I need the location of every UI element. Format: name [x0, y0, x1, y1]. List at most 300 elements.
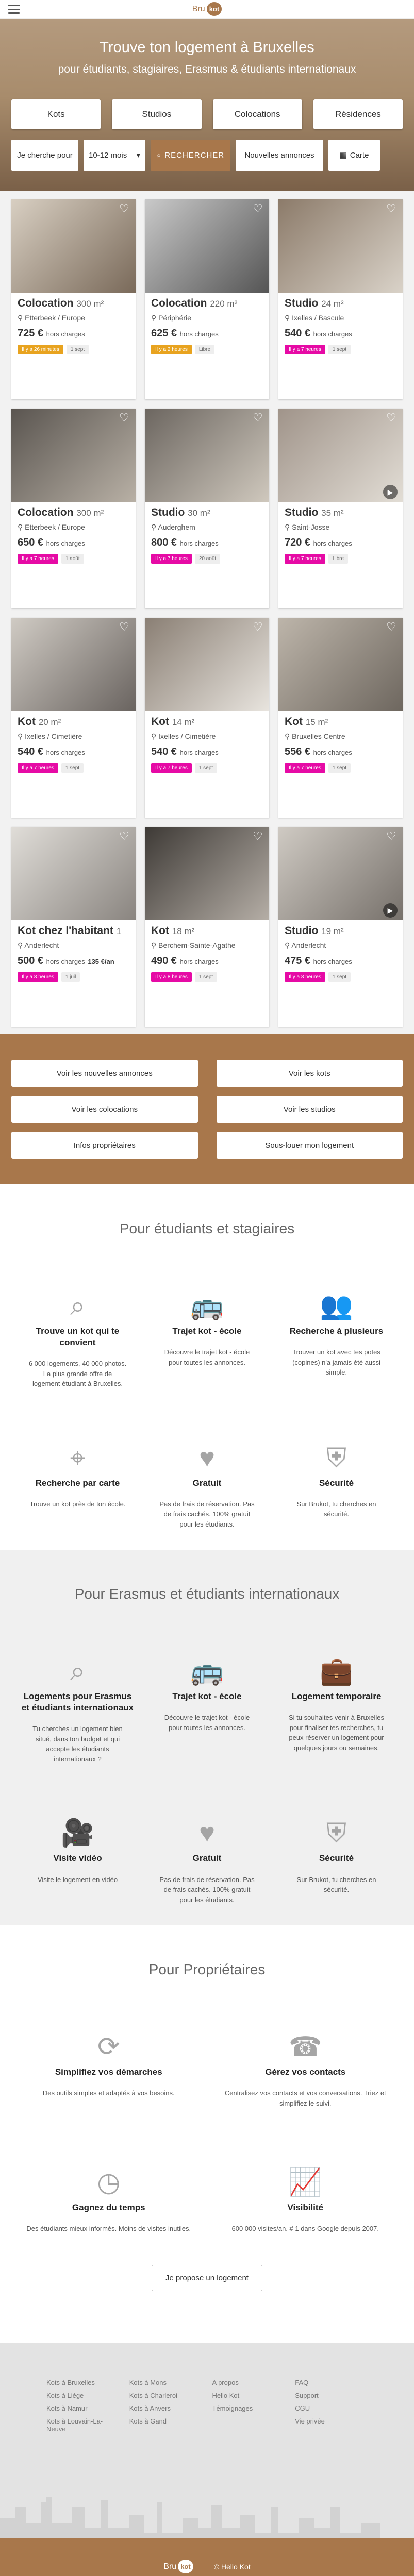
location-pin-icon: ⚲	[285, 314, 290, 322]
listing-tag: 1 sept	[195, 763, 217, 773]
search-label: Je cherche pour	[11, 140, 78, 171]
location-text: Auderghem	[158, 523, 195, 531]
favorite-heart-icon[interactable]: ♡	[253, 411, 263, 424]
price-charges: hors charges	[313, 539, 352, 547]
footer-links	[46, 2379, 368, 2438]
location-text: Etterbeek / Europe	[25, 523, 85, 531]
listing-type: Kot chez l'habitant	[18, 925, 113, 937]
listing-photo[interactable]	[11, 618, 136, 711]
listing-photo[interactable]	[278, 409, 403, 502]
listing-location	[18, 941, 129, 950]
feature-icon: 👥	[320, 1291, 353, 1321]
menu-icon[interactable]	[8, 5, 20, 14]
logo-right: kot	[207, 2, 222, 16]
students-title: Pour étudiants et stagiaires	[119, 1221, 295, 1236]
location-pin-icon: ⚲	[151, 732, 157, 740]
listing-title	[285, 925, 396, 937]
footer-column	[295, 2379, 368, 2438]
feature-icon: ☎	[288, 2032, 322, 2062]
favorite-heart-icon[interactable]: ♡	[253, 620, 263, 633]
link-kots[interactable]: Voir les kots	[217, 1060, 403, 1087]
listing-location	[285, 732, 396, 741]
link-owners-info[interactable]: Infos propriétaires	[11, 1132, 198, 1159]
feature-icon: 🎥	[61, 1818, 94, 1849]
footer-link[interactable]: FAQ	[295, 2378, 309, 2386]
feature-icon: ♥	[199, 1818, 215, 1849]
price-charges: hors charges	[313, 330, 352, 338]
feature-icon: 🚌	[190, 1656, 224, 1687]
listing-type: Studio	[285, 925, 319, 937]
listing-size: 30 m²	[188, 508, 210, 518]
feature-item	[279, 1430, 393, 1530]
feature-heading: Recherche à plusieurs	[289, 1326, 384, 1336]
feature-text: Découvre le trajet kot - école pour toutes les annonces.	[164, 1714, 250, 1732]
price-charges: hors charges	[46, 958, 85, 965]
listing-tag: Il y a 7 heures	[285, 345, 325, 354]
feature-text: 600 000 visites/an. # 1 dans Google depuis 2007.	[231, 2225, 379, 2233]
listing-title	[151, 506, 263, 519]
location-pin-icon: ⚲	[18, 941, 23, 950]
location-text: Périphérie	[158, 314, 191, 322]
feature-icon: 💼	[320, 1656, 353, 1687]
footer-link[interactable]: Kots à Louvain-La-Neuve	[46, 2417, 103, 2433]
listing-tag: 1 sept	[61, 763, 84, 773]
video-icon: ▶	[383, 903, 398, 918]
location-pin-icon: ⚲	[151, 314, 157, 322]
category-kots[interactable]: Kots	[11, 99, 101, 129]
listing-tag: 20 août	[195, 554, 220, 564]
listing-price	[151, 537, 263, 549]
listing-price	[18, 746, 129, 758]
category-studios[interactable]: Studios	[112, 99, 201, 129]
location-text: Bruxelles Centre	[292, 732, 345, 740]
hero	[0, 19, 414, 191]
price-charges: hors charges	[313, 958, 352, 965]
students-section	[0, 1184, 414, 1550]
listing-tag: Il y a 7 heures	[18, 554, 58, 564]
link-sublet[interactable]: Sous-louer mon logement	[217, 1132, 403, 1159]
footer-link[interactable]: Témoignages	[212, 2404, 253, 2412]
price-value: 475 €	[285, 955, 311, 967]
listing-card[interactable]	[145, 409, 269, 608]
feature-item	[218, 2019, 394, 2108]
favorite-heart-icon[interactable]: ♡	[386, 411, 396, 424]
search-row	[0, 140, 414, 171]
feature-text: Trouver un kot avec tes potes (copines) n'a jamais été aussi simple.	[292, 1348, 380, 1377]
listing-type: Studio	[151, 506, 185, 518]
feature-item	[279, 1805, 393, 1905]
feature-text: Tu cherches un logement bien situé, dans ton budget et qui accepte les étudiants internationaux ?	[32, 1725, 123, 1763]
listing-price	[151, 955, 263, 967]
feature-text: 6 000 logements, 40 000 photos. La plus grande offre de logement étudiant à Bruxelles.	[28, 1360, 127, 1388]
feature-item	[21, 1430, 135, 1530]
link-studios[interactable]: Voir les studios	[217, 1096, 403, 1123]
quick-links	[0, 1034, 414, 1184]
listing-tag: 1 août	[61, 554, 84, 564]
listing-tag: Il y a 7 heures	[151, 763, 192, 773]
listing-photo[interactable]	[11, 827, 136, 920]
link-new-listings[interactable]: Voir les nouvelles annonces	[11, 1060, 198, 1087]
owners-features	[21, 2019, 393, 2234]
new-listings-button[interactable]: Nouvelles annonces	[236, 140, 323, 171]
listing-size: 35 m²	[321, 508, 344, 518]
feature-item	[279, 1643, 393, 1764]
feature-text: Des outils simples et adaptés à vos besoins.	[42, 2089, 175, 2097]
logo[interactable]	[192, 2, 222, 16]
search-icon: ⌕	[156, 150, 162, 160]
hero-title: Trouve ton logement à Bruxelles	[100, 39, 314, 56]
feature-heading: Logements pour Erasmus et étudiants internationaux	[21, 1691, 134, 1713]
listing-tag: 1 sept	[328, 972, 351, 982]
listing-location	[18, 314, 129, 323]
duration-select[interactable]	[84, 140, 145, 171]
erasmus-title: Pour Erasmus et étudiants internationaux	[74, 1586, 340, 1602]
propose-listing-button[interactable]: Je propose un logement	[152, 2265, 262, 2291]
footer-link[interactable]: A propos	[212, 2378, 239, 2386]
listing-price	[18, 955, 129, 967]
footer-link[interactable]: Kots à Liège	[46, 2391, 84, 2399]
feature-item	[21, 1805, 135, 1905]
listing-size: 19 m²	[321, 926, 344, 936]
listing-size: 220 m²	[210, 299, 238, 309]
listing-photo[interactable]	[278, 199, 403, 293]
location-pin-icon: ⚲	[285, 523, 290, 531]
price-charges: hors charges	[179, 749, 219, 756]
feature-heading: Gratuit	[192, 1478, 222, 1488]
feature-item	[21, 1278, 135, 1389]
feature-item	[279, 1278, 393, 1389]
favorite-heart-icon[interactable]: ♡	[253, 202, 263, 215]
listing-price	[18, 537, 129, 549]
footer-link[interactable]: Kots à Bruxelles	[46, 2378, 95, 2386]
feature-icon: ⌖	[70, 1443, 86, 1473]
location-pin-icon: ⚲	[151, 523, 157, 531]
favorite-heart-icon[interactable]: ♡	[253, 829, 263, 842]
listing-card[interactable]	[145, 618, 269, 818]
price-charges: hors charges	[179, 539, 219, 547]
listing-tag: Il y a 7 heures	[285, 763, 325, 773]
feature-heading: Gérez vos contacts	[265, 2067, 346, 2077]
feature-icon: ⌕	[70, 1656, 86, 1687]
feature-heading: Logement temporaire	[291, 1691, 382, 1702]
footer-link[interactable]: Kots à Charleroi	[129, 2391, 177, 2399]
location-text: Ixelles / Bascule	[292, 314, 344, 322]
footer-column	[46, 2379, 119, 2438]
price-value: 540 €	[285, 328, 311, 339]
price-charges: hors charges	[46, 539, 85, 547]
listing-tag: Il y a 7 heures	[285, 554, 325, 564]
feature-item	[150, 1805, 264, 1905]
listing-price	[285, 955, 396, 967]
listing-price	[285, 328, 396, 340]
location-pin-icon: ⚲	[18, 314, 23, 322]
listing-title	[151, 297, 263, 310]
feature-icon: 📈	[288, 2167, 322, 2198]
owners-title: Pour Propriétaires	[148, 1961, 266, 1978]
listing-title	[285, 716, 396, 728]
footer-link[interactable]: Hello Kot	[212, 2391, 240, 2399]
listing-location	[151, 941, 263, 950]
listing-card[interactable]	[278, 199, 403, 399]
footer-link[interactable]: Kots à Mons	[129, 2378, 167, 2386]
listing-size: 1	[116, 926, 122, 936]
footer-column	[129, 2379, 202, 2438]
students-features	[21, 1278, 393, 1529]
map-button-label: Carte	[350, 150, 369, 160]
location-text: Ixelles / Cimetière	[25, 732, 82, 740]
price-charges: hors charges	[179, 958, 219, 965]
footer-link[interactable]: Kots à Anvers	[129, 2404, 171, 2412]
listing-card[interactable]	[11, 827, 136, 1027]
listing-price	[151, 746, 263, 758]
listing-tag: Il y a 2 heures	[151, 345, 192, 354]
location-text: Anderlecht	[24, 941, 59, 950]
listing-photo[interactable]	[11, 409, 136, 502]
listing-type: Colocation	[18, 506, 74, 518]
favorite-heart-icon[interactable]: ♡	[386, 620, 396, 633]
favorite-heart-icon[interactable]: ♡	[119, 411, 129, 424]
category-colocations[interactable]: Colocations	[213, 99, 302, 129]
feature-text: Centralisez vos contacts et vos conversations. Triez et simplifiez le suivi.	[224, 2089, 386, 2107]
listing-price	[151, 328, 263, 340]
listing-size: 24 m²	[321, 299, 344, 309]
feature-icon: ⛨	[326, 1443, 346, 1473]
copyright: © Hello Kot	[213, 2562, 251, 2571]
feature-heading: Recherche par carte	[35, 1478, 120, 1488]
category-buttons	[0, 99, 414, 129]
top-bar	[0, 0, 414, 19]
footer-link[interactable]: Vie privée	[295, 2417, 325, 2425]
listing-tag: Il y a 8 heures	[18, 972, 58, 982]
feature-icon: ⟳	[97, 2032, 120, 2062]
listing-tag: Il y a 8 heures	[151, 972, 192, 982]
hero-subtitle: pour étudiants, stagiaires, Erasmus & étudiants internationaux	[58, 63, 356, 75]
listing-tag: 1 sept	[328, 763, 351, 773]
feature-heading: Sécurité	[319, 1478, 354, 1488]
listing-card[interactable]	[145, 199, 269, 399]
listing-type: Colocation	[18, 297, 74, 309]
listing-title	[18, 297, 129, 310]
listing-tag: 1 juil	[61, 972, 80, 982]
feature-text: Découvre le trajet kot - école pour toutes les annonces.	[164, 1348, 250, 1366]
listing-title	[151, 716, 263, 728]
location-pin-icon: ⚲	[285, 941, 290, 950]
feature-item	[150, 1643, 264, 1764]
feature-icon: 🚌	[190, 1291, 224, 1321]
city-skyline	[0, 2487, 414, 2538]
listing-location	[151, 732, 263, 741]
listing-photo[interactable]	[145, 827, 269, 920]
location-pin-icon: ⚲	[18, 732, 23, 740]
feature-text: Pas de frais de réservation. Pas de frais cachés. 100% gratuit pour les étudiants.	[159, 1875, 255, 1904]
price-charges: hors charges	[313, 749, 352, 756]
listing-location	[18, 523, 129, 532]
listing-photo[interactable]	[278, 618, 403, 711]
favorite-heart-icon[interactable]: ♡	[119, 620, 129, 633]
listing-tag: 1 sept	[67, 345, 89, 354]
listing-title	[285, 297, 396, 310]
footer-logo[interactable]	[163, 2560, 193, 2573]
footer-link[interactable]: Kots à Namur	[46, 2404, 88, 2412]
price-value: 540 €	[18, 746, 44, 757]
search-button[interactable]	[151, 140, 230, 171]
feature-heading: Trajet kot - école	[172, 1691, 242, 1702]
location-text: Berchem-Sainte-Agathe	[158, 941, 236, 950]
listing-tag: Il y a 26 minutes	[18, 345, 63, 354]
listing-size: 14 m²	[172, 717, 195, 727]
price-value: 556 €	[285, 746, 311, 757]
listing-size: 18 m²	[172, 926, 195, 936]
listing-location	[18, 732, 129, 741]
listing-type: Kot	[18, 716, 36, 727]
footer-logo-left: Bru	[163, 2562, 177, 2571]
chevron-down-icon: ▾	[136, 151, 140, 160]
listing-type: Studio	[285, 297, 319, 309]
listing-type: Kot	[285, 716, 303, 727]
footer-column	[212, 2379, 285, 2438]
feature-text: Visite le logement en vidéo	[37, 1875, 118, 1884]
listing-card[interactable]	[11, 618, 136, 818]
listing-title	[18, 506, 129, 519]
location-text: Anderlecht	[291, 941, 326, 950]
listing-price	[18, 328, 129, 340]
feature-item	[21, 1643, 135, 1764]
feature-heading: Trajet kot - école	[172, 1326, 242, 1336]
listings-grid	[0, 191, 414, 1034]
feature-icon: ♥	[199, 1443, 215, 1473]
footer-link[interactable]: CGU	[295, 2404, 310, 2412]
category-residences[interactable]: Résidences	[313, 99, 403, 129]
map-button[interactable]	[328, 140, 380, 171]
location-pin-icon: ⚲	[18, 523, 23, 531]
price-value: 720 €	[285, 537, 311, 548]
feature-text: Si tu souhaites venir à Bruxelles pour finaliser tes recherches, tu peux réserver un logement pour quelques jours ou semaines.	[289, 1714, 384, 1752]
price-charges: hors charges	[46, 330, 85, 338]
price-value: 625 €	[151, 328, 177, 339]
listing-tag: Il y a 7 heures	[151, 554, 192, 564]
favorite-heart-icon[interactable]: ♡	[119, 829, 129, 842]
feature-icon: ⛨	[326, 1818, 346, 1849]
listing-location	[151, 523, 263, 532]
feature-heading: Simplifiez vos démarches	[55, 2067, 162, 2077]
feature-heading: Trouve un kot qui te convient	[36, 1326, 120, 1348]
listing-size: 20 m²	[38, 717, 61, 727]
feature-text: Sur Brukot, tu cherches en sécurité.	[296, 1875, 376, 1894]
erasmus-features	[21, 1643, 393, 1905]
listing-size: 15 m²	[305, 717, 328, 727]
favorite-heart-icon[interactable]: ♡	[119, 202, 129, 215]
location-text: Saint-Josse	[292, 523, 330, 531]
listing-size: 300 m²	[76, 299, 104, 309]
footer-link[interactable]: Support	[295, 2391, 319, 2399]
location-text: Etterbeek / Europe	[25, 314, 85, 322]
location-pin-icon: ⚲	[151, 941, 157, 950]
footer	[0, 2343, 414, 2538]
listing-photo[interactable]	[145, 618, 269, 711]
search-button-label: RECHERCHER	[164, 150, 225, 160]
feature-text: Trouve un kot près de ton école.	[29, 1500, 126, 1508]
feature-icon: ⌕	[70, 1291, 86, 1321]
price-extra: 135 €/an	[88, 958, 114, 965]
price-value: 540 €	[151, 746, 177, 757]
listing-card[interactable]	[278, 827, 403, 1027]
feature-heading: Visite vidéo	[53, 1853, 102, 1863]
logo-left: Bru	[192, 4, 205, 13]
listing-type: Kot	[151, 925, 169, 937]
price-charges: hors charges	[179, 330, 219, 338]
listing-type: Kot	[151, 716, 169, 727]
feature-item	[21, 2019, 197, 2108]
listing-title	[18, 716, 129, 728]
favorite-heart-icon[interactable]: ♡	[386, 829, 396, 842]
location-text: Ixelles / Cimetière	[158, 732, 216, 740]
feature-item	[21, 2155, 197, 2234]
listing-card[interactable]	[278, 618, 403, 818]
listing-tag: Il y a 7 heures	[18, 763, 58, 773]
listing-type: Colocation	[151, 297, 207, 309]
listing-tag: Il y a 8 heures	[285, 972, 325, 982]
bottom-bar	[0, 2538, 414, 2576]
listing-price	[285, 746, 396, 758]
feature-heading: Gagnez du temps	[72, 2202, 145, 2213]
listing-card[interactable]	[278, 409, 403, 608]
link-colocations[interactable]: Voir les colocations	[11, 1096, 198, 1123]
feature-heading: Visibilité	[287, 2202, 324, 2213]
listing-location	[285, 941, 396, 950]
location-pin-icon: ⚲	[285, 732, 290, 740]
price-value: 800 €	[151, 537, 177, 548]
map-icon: ▦	[339, 151, 347, 160]
video-icon: ▶	[383, 485, 398, 499]
duration-value: 10-12 mois	[89, 150, 127, 160]
listing-card[interactable]	[145, 827, 269, 1027]
listing-title	[18, 925, 129, 937]
footer-link[interactable]: Kots à Gand	[129, 2417, 167, 2425]
price-value: 490 €	[151, 955, 177, 967]
feature-text: Pas de frais de réservation. Pas de frais cachés. 100% gratuit pour les étudiants.	[159, 1500, 255, 1528]
listing-photo[interactable]	[145, 199, 269, 293]
listing-tag: 1 sept	[195, 972, 217, 982]
feature-item	[150, 1278, 264, 1389]
feature-text: Des étudiants mieux informés. Moins de visites inutiles.	[26, 2225, 191, 2233]
listing-tag: Libre	[195, 345, 214, 354]
listing-location	[151, 314, 263, 323]
listing-tag: 1 sept	[328, 345, 351, 354]
listing-photo[interactable]	[278, 827, 403, 920]
price-charges: hors charges	[46, 749, 85, 756]
listing-title	[285, 506, 396, 519]
favorite-heart-icon[interactable]: ♡	[386, 202, 396, 215]
listing-card[interactable]	[11, 199, 136, 399]
listing-title	[151, 925, 263, 937]
price-value: 500 €	[18, 955, 44, 967]
erasmus-section	[0, 1550, 414, 1925]
listing-price	[285, 537, 396, 549]
listing-location	[285, 523, 396, 532]
feature-heading: Sécurité	[319, 1853, 354, 1863]
price-value: 650 €	[18, 537, 44, 548]
listing-tag: Libre	[328, 554, 348, 564]
price-value: 725 €	[18, 328, 44, 339]
feature-item	[150, 1430, 264, 1530]
listing-photo[interactable]	[145, 409, 269, 502]
footer-logo-right: kot	[178, 2560, 193, 2573]
listing-photo[interactable]	[11, 199, 136, 293]
listing-size: 300 m²	[76, 508, 104, 518]
owners-section	[0, 1925, 414, 2343]
listing-type: Studio	[285, 506, 319, 518]
listing-card[interactable]	[11, 409, 136, 608]
